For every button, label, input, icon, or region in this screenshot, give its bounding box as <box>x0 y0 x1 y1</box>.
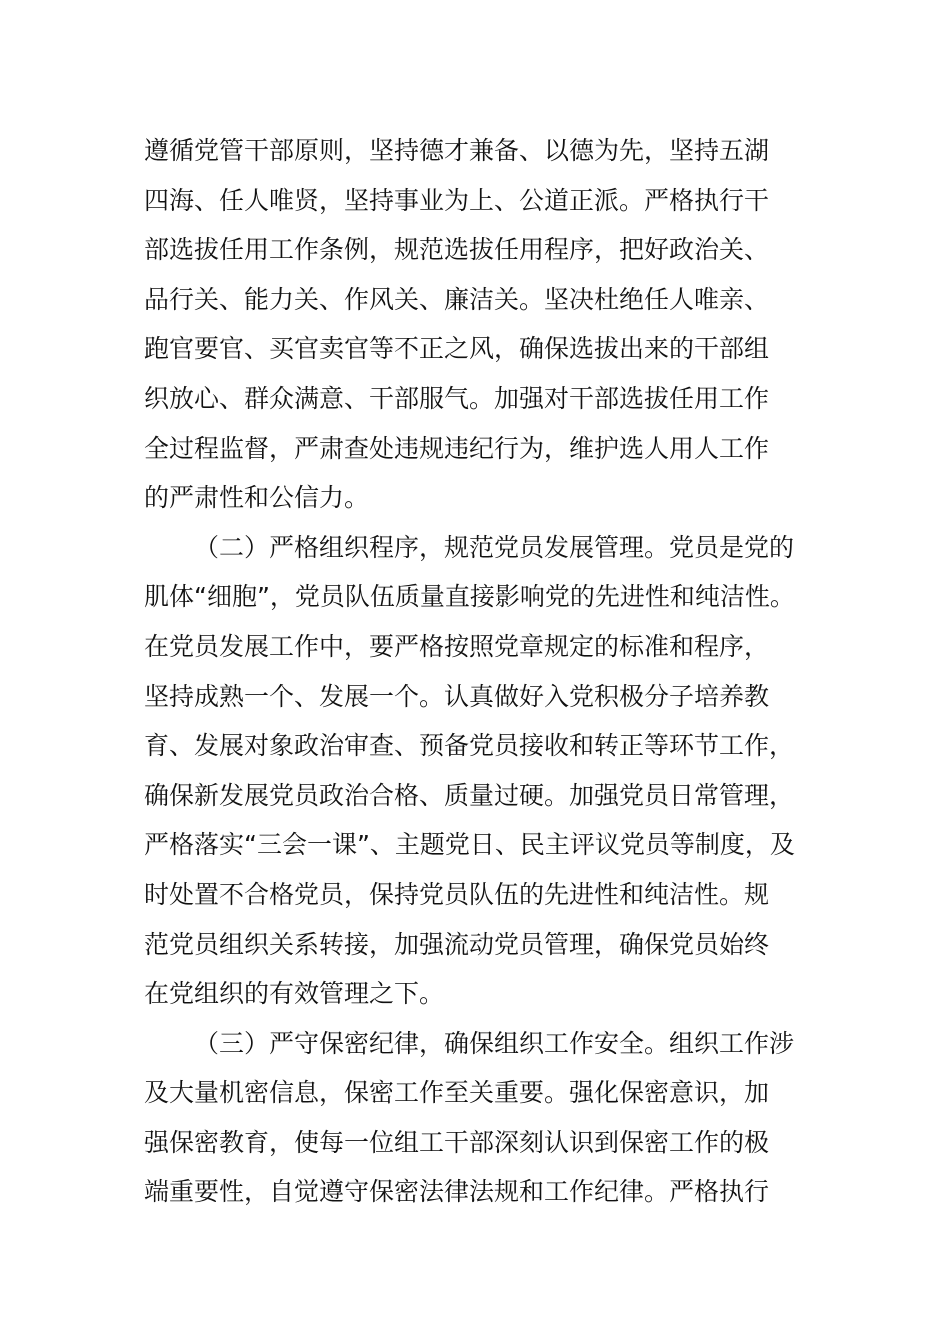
text-line: 肌体“细胞”，党员队伍质量直接影响党的先进性和纯洁性。 <box>144 582 795 612</box>
text-line: 四海、任人唯贤，坚持事业为上、公道正派。严格执行干 <box>144 185 770 215</box>
text-line: 跑官要官、买官卖官等不正之风，确保选拔出来的干部组 <box>144 334 770 364</box>
text-line: 品行关、能力关、作风关、廉洁关。坚决杜绝任人唯亲、 <box>144 284 770 314</box>
text-line: 育、发展对象政治审查、预备党员接收和转正等环节工作， <box>144 731 795 761</box>
text-line: 端重要性，自觉遵守保密法律法规和工作纪律。严格执行 <box>144 1177 770 1207</box>
text-line: 强保密教育，使每一位组工干部深刻认识到保密工作的极 <box>144 1127 770 1157</box>
text-line: 部选拔任用工作条例，规范选拔任用程序，把好政治关、 <box>144 235 770 265</box>
text-line: 时处置不合格党员，保持党员队伍的先进性和纯洁性。规 <box>144 879 770 909</box>
text-line: 坚持成熟一个、发展一个。认真做好入党积极分子培养教 <box>144 681 770 711</box>
text-line: 确保新发展党员政治合格、质量过硬。加强党员日常管理， <box>144 780 795 810</box>
text-line: 遵循党管干部原则，坚持德才兼备、以德为先，坚持五湖 <box>144 136 770 165</box>
text-line: 的严肃性和公信力。 <box>144 483 370 513</box>
section-heading-line: （三）严守保密纪律，确保组织工作安全。组织工作涉 <box>194 1028 795 1058</box>
text-line: 织放心、群众满意、干部服气。加强对干部选拔任用工作 <box>144 383 770 413</box>
document-body <box>144 126 806 1217</box>
text-line: 在党员发展工作中，要严格按照党章规定的标准和程序， <box>144 631 770 661</box>
text-line: 范党员组织关系转接，加强流动党员管理，确保党员始终 <box>144 929 770 959</box>
text-line: 全过程监督，严肃查处违规违纪行为，维护选人用人工作 <box>144 433 770 463</box>
text-line: 严格落实“三会一课”、主题党日、民主评议党员等制度，及 <box>144 830 795 860</box>
section-heading-line: （二）严格组织程序，规范党员发展管理。党员是党的 <box>194 532 795 562</box>
text-line: 在党组织的有效管理之下。 <box>144 979 445 1009</box>
text-line: 及大量机密信息，保密工作至关重要。强化保密意识，加 <box>144 1078 770 1108</box>
